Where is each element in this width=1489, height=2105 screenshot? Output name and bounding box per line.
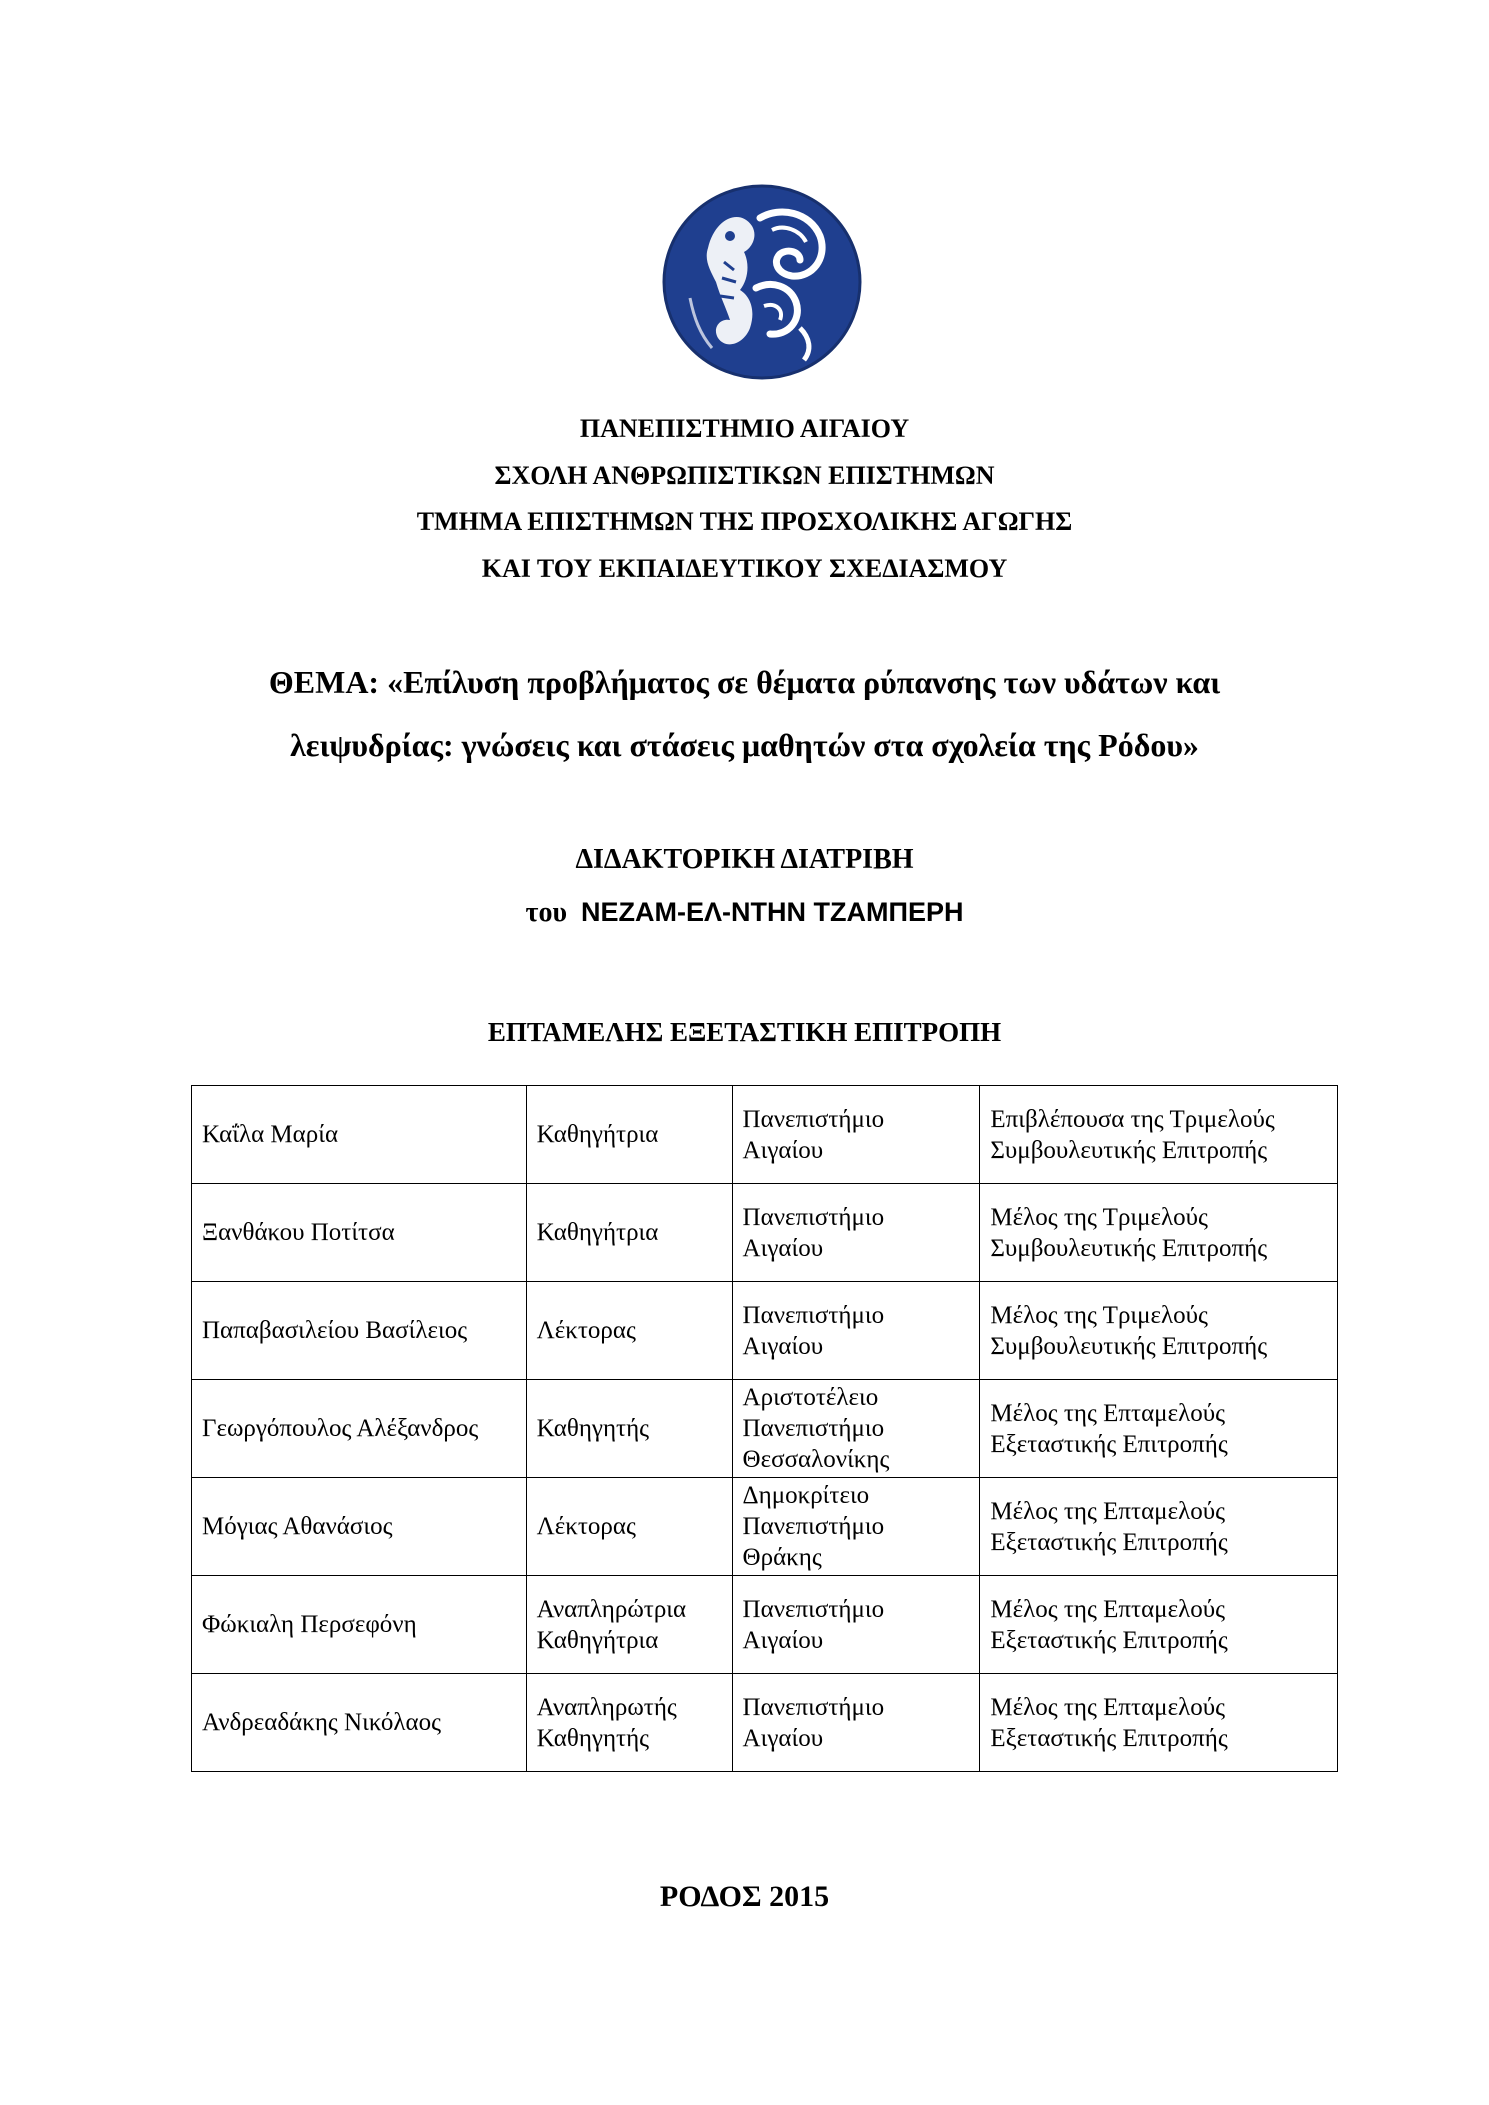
place-year: ΡΟΔΟΣ 2015 xyxy=(659,1880,830,1913)
department-name-line1: ΤΜΗΜΑ ΕΠΙΣΤΗΜΩΝ ΤΗΣ ΠΡΟΣΧΟΛΙΚΗΣ ΑΓΩΓΗΣ xyxy=(416,507,1073,536)
member-role: Μέλος της Επταμελούς Εξεταστικής Επιτροπής xyxy=(980,1380,1338,1478)
member-institution: Δημοκρίτειο Πανεπιστήμιο Θράκης xyxy=(732,1478,980,1576)
member-institution: Πανεπιστήμιο Αιγαίου xyxy=(732,1086,980,1184)
table-row xyxy=(192,1674,1338,1772)
member-institution: Αριστοτέλειο Πανεπιστήμιο Θεσσαλονίκης xyxy=(732,1380,980,1478)
thesis-author xyxy=(0,897,1489,929)
member-rank: Αναπληρώτρια Καθηγήτρια xyxy=(526,1576,732,1674)
member-institution: Πανεπιστήμιο Αιγαίου xyxy=(732,1674,980,1772)
committee-title: ΕΠΤΑΜΕΛΗΣ ΕΞΕΤΑΣΤΙΚΗ ΕΠΙΤΡΟΠΗ xyxy=(487,1017,1002,1047)
member-institution: Πανεπιστήμιο Αιγαίου xyxy=(732,1184,980,1282)
thesis-theme-line2: λειψυδρίας: γνώσεις και στάσεις μαθητών στα σχολεία της Ρόδου» xyxy=(290,727,1199,763)
author-name: ΝΕΖΑΜ-ΕΛ-ΝΤΗΝ ΤΖΑΜΠΕΡΗ xyxy=(580,897,964,927)
table-row xyxy=(192,1576,1338,1674)
member-role: Μέλος της Επταμελούς Εξεταστικής Επιτροπής xyxy=(980,1674,1338,1772)
table-row xyxy=(192,1184,1338,1282)
department-name-line2: ΚΑΙ ΤΟΥ ΕΚΠΑΙΔΕΥΤΙΚΟΥ ΣΧΕΔΙΑΣΜΟΥ xyxy=(481,554,1008,583)
thesis-theme-line1: ΘΕΜΑ: «Επίλυση προβλήματος σε θέματα ρύπανσης των υδάτων και xyxy=(268,664,1221,700)
member-role: Μέλος της Τριμελούς Συμβουλευτικής Επιτροπής xyxy=(980,1184,1338,1282)
member-role: Μέλος της Επταμελούς Εξεταστικής Επιτροπής xyxy=(980,1478,1338,1576)
member-institution: Πανεπιστήμιο Αιγαίου xyxy=(732,1576,980,1674)
member-name: Φώκιαλη Περσεφόνη xyxy=(192,1576,527,1674)
member-rank: Αναπληρωτής Καθηγητής xyxy=(526,1674,732,1772)
member-name: Γεωργόπουλος Αλέξανδρος xyxy=(192,1380,527,1478)
author-prefix: του xyxy=(525,897,567,928)
member-name: Καΐλα Μαρία xyxy=(192,1086,527,1184)
table-row xyxy=(192,1380,1338,1478)
university-name: ΠΑΝΕΠΙΣΤΗΜΙΟ ΑΙΓΑΙΟΥ xyxy=(579,414,910,443)
member-role: Μέλος της Επταμελούς Εξεταστικής Επιτροπής xyxy=(980,1576,1338,1674)
member-role: Μέλος της Τριμελούς Συμβουλευτικής Επιτροπής xyxy=(980,1282,1338,1380)
committee-table xyxy=(191,1085,1338,1772)
member-rank: Λέκτορας xyxy=(526,1282,732,1380)
member-rank: Καθηγητής xyxy=(526,1380,732,1478)
member-name: Ξανθάκου Ποτίτσα xyxy=(192,1184,527,1282)
member-rank: Καθηγήτρια xyxy=(526,1086,732,1184)
member-name: Μόγιας Αθανάσιος xyxy=(192,1478,527,1576)
member-rank: Καθηγήτρια xyxy=(526,1184,732,1282)
table-row xyxy=(192,1478,1338,1576)
table-row xyxy=(192,1282,1338,1380)
school-name: ΣΧΟΛΗ ΑΝΘΡΩΠΙΣΤΙΚΩΝ ΕΠΙΣΤΗΜΩΝ xyxy=(494,461,995,490)
member-role: Επιβλέπουσα της Τριμελούς Συμβουλευτικής Επιτροπής xyxy=(980,1086,1338,1184)
member-rank: Λέκτορας xyxy=(526,1478,732,1576)
university-seal-logo xyxy=(660,178,865,383)
member-institution: Πανεπιστήμιο Αιγαίου xyxy=(732,1282,980,1380)
member-name: Ανδρεαδάκης Νικόλαος xyxy=(192,1674,527,1772)
member-name: Παπαβασιλείου Βασίλειος xyxy=(192,1282,527,1380)
table-row xyxy=(192,1086,1338,1184)
thesis-type: ΔΙΔΑΚΤΟΡΙΚΗ ΔΙΑΤΡΙΒΗ xyxy=(575,844,914,875)
